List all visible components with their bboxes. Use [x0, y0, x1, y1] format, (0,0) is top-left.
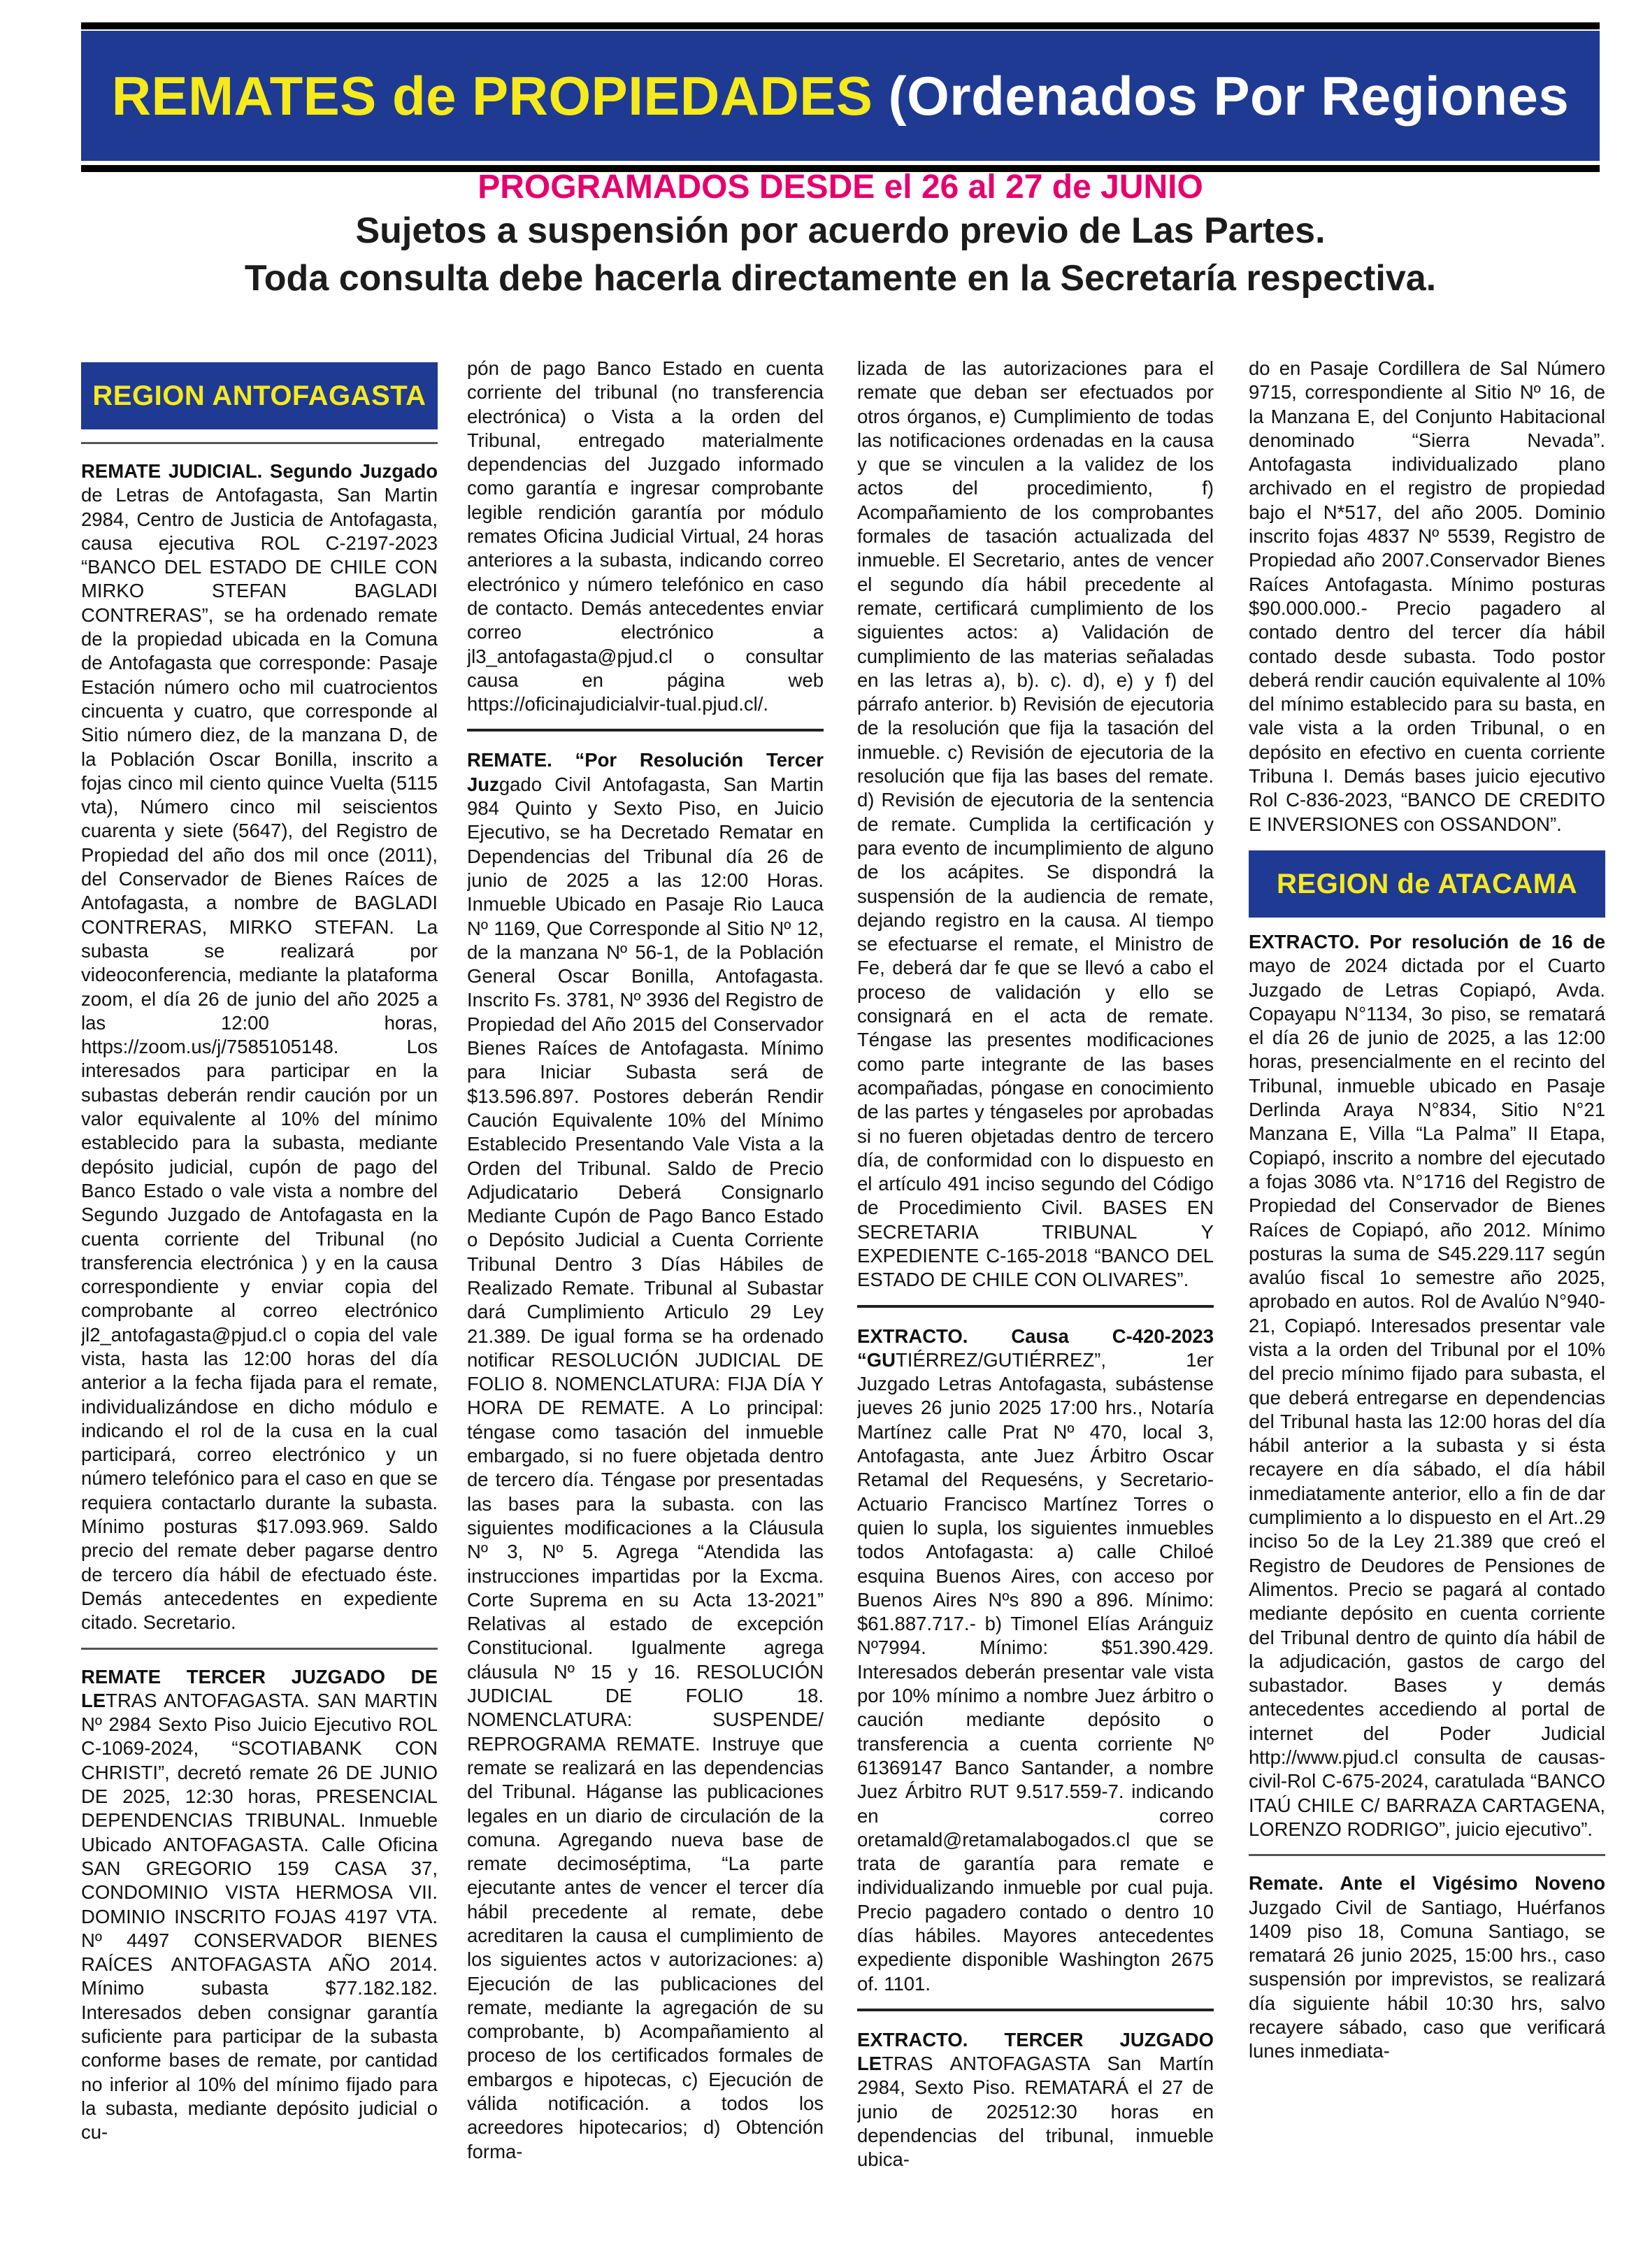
notice-extracto-tercer-juzgado — [857, 2028, 1214, 2172]
notice-extracto-copiapo — [1249, 930, 1605, 1841]
notice-remate-tercer-juzgado — [81, 1665, 438, 2145]
divider — [81, 1648, 438, 1650]
notice-body: de Letras de Antofagasta, San Martin 2984, Centro de Justicia de Antofagasta, causa ejecutiva ROL C-2197-2023 “BANCO DEL ESTADO DE CHILE CON MIRKO STEFAN BAGLADI CONTRERAS”, se ha ordenado remate de la propiedad ubicada en la Comuna de Antofagasta que corresponde: Pasaje Estación número ocho mil cuatrocientos cincuenta y cuatro, que corresponde al Sitio número diez, de la manzana D, de la Población Oscar Bonilla, inscrito a fojas cinco mil ciento quince Vuelta (5115 vta), Número cinco mil seiscientos cuarenta y siete (5647), del Registro de Propiedad del año dos mil once (2011), del Conservador de Bienes Raíces de Antofagasta, a nombre de BAGLADI CONTRERAS, MIRKO STEFAN. La subasta se realizará por videoconferencia, mediante la plataforma zoom, el día 26 de junio del año 2025 a las 12:00 horas, https://zoom.us/j/7585105148. Los interesados para participar en la subastas deberán rendir caución por un valor equivalente al 10% del mínimo establecido para la subasta, mediante depósito judicial, cupón de pago del Banco Estado o vale vista a nombre del Segundo Juzgado de Antofagasta en la cuenta corriente del Tribunal (no transferencia electrónica ) y en la causa correspondiente y enviar copia del comprobante al correo electrónico jl2_antofagasta@pjud.cl o copia del vale vista, hasta las 12:00 horas del día anterior a la fecha fijada para el remate, individualizándose en dicho módulo e indicando el rol de la cusa en la cual participará, correo electrónico y un número telefónico para el caso en que se requiera contactarlo durante la subasta. Mínimo posturas $17.093.969. Saldo precio del remate deber pagarse dentro de tercero día hábil de efectuado éste. Demás antecedentes en expediente citado. Secretario. — [81, 484, 438, 1634]
notice-lead: Remate. Ante el Vigésimo Noveno — [1249, 1872, 1605, 1895]
column-1 — [81, 357, 438, 2245]
banner-title — [112, 64, 1570, 128]
subtitle-suspension: Sujetos a suspensión por acuerdo previo de Las Partes. — [355, 211, 1326, 251]
notice-lead: EXTRACTO. Causa C-420-2023 “GU — [857, 1325, 1214, 1371]
programados-heading: PROGRAMADOS DESDE el 26 al 27 de JUNIO — [478, 169, 1203, 206]
region-atacama-box — [1249, 850, 1605, 918]
divider — [467, 729, 824, 732]
column-2 — [467, 357, 824, 2245]
notice-body: gado Civil Antofagasta, San Martin 984 Quinto y Sexto Piso, en Juicio Ejecutivo, se ha Decretado Rematar en Dependencias del Tribunal día 26 de junio de 2025 a las 12:00 Horas. Inmueble Ubicado en Pasaje Rio Lauca Nº 1169, Que Corresponde al Sitio Nº 12, de la manzana Nº 56-1, de la Población General Oscar Bonilla, Antofagasta. Inscrito Fs. 3781, Nº 3936 del Registro de Propiedad del Año 2015 del Conservador Bienes Raíces de Antofagasta. Mínimo para Iniciar Subasta será de $13.596.897. Postores deberán Rendir Caución Equivalente 10% del Mínimo Establecido Presentando Vale Vista a la Orden del Tribunal. Saldo de Precio Adjudicatario Deberá Consignarlo Mediante Cupón de Pago Banco Estado o Depósito Judicial a Cuenta Corriente Tribunal Dentro 3 Días Hábiles de Realizado Remate. Tribunal al Subastar dará Cumplimiento Articulo 29 Ley 21.389. De igual forma se ha ordenado notificar RESOLUCIÓN JUDICIAL DE FOLIO 8. NOMENCLATURA: FIJA DÍA Y HORA DE REMATE. A Lo principal: téngase como tasación del inmueble embargado, si no fuere objetada dentro de tercero día. Téngase por presentadas las bases para la subasta. con las siguientes modificaciones a la Cláusula Nº 3, Nº 5. Agrega “Atendida las instrucciones impartidas por la Excma. Corte Suprema en su Acta 13-2021” Relativas al estado de excepción Constitucional. Igualmente agrega cláusula Nº 15 y 16. RESOLUCIÓN JUDICIAL DE FOLIO 18. NOMENCLATURA: SUSPENDE/ REPROGRAMA REMATE. Instruye que remate se realizará en las dependencias del Tribunal. Háganse las publicaciones legales en un diario de circulación de la comuna. Agregando nueva base de remate decimoséptima, “La parte ejecutante antes de vencer el tercer día hábil precedente al remate, debe acreditaren la causa el cumplimiento de los siguientes actos v autorizaciones: a) Ejecución de las publicaciones del remate, mediante la agregación de su comprobante, b) Acompañamiento al proceso de los certificados formales de embargos e hipotecas, c) Ejecución de válida notificación. a todos los acreedores hipotecarios; d) Obtención forma- — [467, 773, 824, 2162]
divider — [1249, 1854, 1605, 1856]
subtitle-consulta: Toda consulta debe hacerla directamente en la Secretaría respectiva. — [244, 258, 1437, 299]
divider — [857, 1305, 1214, 1308]
notice-lead: REMATE TERCER JUZGADO DE LE — [81, 1665, 438, 1711]
notice-lead: REMATE. “Por Resolución Tercer Juz — [467, 749, 824, 795]
notice-continuation: do en Pasaje Cordillera de Sal Número 9715, correspondiente al Sitio Nº 16, de la Manzana E, del Conjunto Habitacional denominado “Sierra Nevada”. Antofagasta individualizado plano archivado en el registro de propiedad bajo el N*517, del año 2005. Dominio inscrito fojas 4837 Nº 5539, Registro de Propiedad año 2007.Conservador Bienes Raíces Antofagasta. Mínimo posturas $90.000.000.- Precio pagadero al contado dentro del tercer día hábil contado desde subasta. Todo postor deberá rendir caución equivalente al 10% del mínimo establecido para su basta, en vale vista a la orden Tribunal, o en depósito en efectivo en cuenta corriente Tribuna I. Demás bases juicio ejecutivo Rol C-836-2023, “BANCO DE CREDITO E INVERSIONES con OSSANDON”. — [1249, 357, 1605, 835]
divider — [857, 2009, 1214, 2011]
notice-body: mayo de 2024 dictada por el Cuarto Juzgado de Letras Copiapó, Avda. Copayapu N°1134, 3o piso, se rematará el día 26 de junio de 2025, a las 12:00 horas, presencialmente en el recinto del Tribunal, inmueble ubicado en Pasaje Derlinda Araya N°834, Sitio N°21 Manzana E, Villa “La Palma” II Etapa, Copiapó, inscrito a nombre del ejecutado a fojas 3086 vta. N°1716 del Registro de Propiedad del Conservador de Bienes Raíces de Copiapó, año 2012. Mínimo posturas la suma de S45.229.117 según avalúo fiscal 1o semestre año 2025, aprobado en autos. Rol de Avalúo N°940-21, Copiapó. Interesados presentar vale vista a la orden del Tribunal por el 10% del precio mínimo fijado para subasta, el que deberá entregarse en dependencias del Tribunal hasta las 12:00 horas del día hábil anterior a la subasta y si ésta recayere en día sábado, el día hábil inmediatamente anterior, ello a fin de dar cumplimiento a lo dispuesto en el Art..29 inciso 5o de la Ley 21.389 que creó el Registro de Deudores de Pensiones de Alimentos. Precio se pagará al contado mediante depósito en cuenta corriente del Tribunal dentro de quinto día hábil de la adjudicación, gastos de cargo del subastador. Bases y demás antecedentes accediendo al portal de internet del Poder Judicial http://www.pjud.cl consulta de causas-civil-Rol C-675-2024, caratulada “BANCO ITAÚ CHILE C/ BARRAZA CARTAGENA, LORENZO RODRIGO”, juicio ejecutivo”. — [1249, 955, 1605, 1840]
notice-lead: REMATE JUDICIAL. Segundo Juzgado — [81, 460, 438, 482]
notice-remate-santiago — [1249, 1871, 1605, 2063]
banner-title-sub: (Ordenados Por Regiones — [888, 64, 1570, 127]
notice-body: Juzgado Civil de Santiago, Huérfanos 1409 piso 18, Comuna Santiago, se rematará 26 junio 2025, 15:00 hrs., caso suspensión por imprevistos, se realizará día siguiente hábil 10:30 hrs, salvo recayere sábado, caso que verificará lunes inmediata- — [1249, 1896, 1605, 2062]
notice-remate-resolucion — [467, 748, 824, 2164]
notice-body: TRAS ANTOFAGASTA San Martín 2984, Sexto Piso. REMATARÁ el 27 de junio de 202512:30 horas en dependencias del tribunal, inmueble ubica- — [857, 2053, 1214, 2171]
notice-extracto-causa — [857, 1325, 1214, 1996]
region-atacama-title: REGION de ATACAMA — [1277, 868, 1577, 899]
banner-top-rule — [81, 22, 1600, 29]
notice-lead: EXTRACTO. Por resolución de 16 de — [1249, 930, 1605, 953]
column-3 — [857, 357, 1214, 2245]
divider — [81, 442, 438, 444]
notice-body: TIÉRREZ/GUTIÉRREZ”, 1er Juzgado Letras Antofagasta, subástense jueves 26 junio 2025 17:00 hrs., Notaría Martínez calle Prat Nº 470, local 3, Antofagasta, ante Juez Árbitro Oscar Retamal del Requeséns, y Secretario-Actuario Francisco Martínez Torres o quien lo supla, los siguientes inmuebles todos Antofagasta: a) calle Chiloé esquina Buenos Aires, con acceso por Buenos Aires Nºs 890 a 896. Mínimo: $61.887.717.- b) Timonel Elías Aránguiz Nº7994. Mínimo: $51.390.429. Interesados deberán presentar vale vista por 10% mínimo a nombre Juez árbitro o caución mediante depósito o transferencia a cuenta corriente Nº 61369147 Banco Santander, a nombre Juez Árbitro RUT 9.517.559-7. indicando en correo oretamald@retamalabogados.cl que se trata de garantía para remate e individualizando inmueble por cual puja. Precio pagadero contado o dentro 10 días hábiles. Mayores antecedentes expediente disponible Washington 2675 of. 1101. — [857, 1348, 1214, 1995]
notice-lead: EXTRACTO. TERCER JUZGADO LE — [857, 2028, 1214, 2075]
notice-continuation: pón de pago Banco Estado en cuenta corriente del tribunal (no transferencia electrónica) o Vista a la orden del Tribunal, entregado materialmente dependencias del Juzgado informado como garantía e ingresar comprobante legible rendición garantía por módulo remates Oficina Judicial Virtual, 24 horas anteriores a la subasta, indicando correo electrónico y número telefónico en caso de contacto. Demás antecedentes enviar correo electrónico a jl3_antofagasta@pjud.cl o consultar causa en página web https://oficinajudicialvir-tual.pjud.cl/. — [467, 357, 824, 715]
region-antofagasta-box — [81, 362, 438, 429]
banner-title-main: REMATES de PROPIEDADES — [111, 64, 873, 127]
notice-remate-judicial — [81, 459, 438, 1635]
notice-continuation: lizada de las autorizaciones para el remate que deban ser efectuados por otros órganos, e) Cumplimiento de todas las notificaciones ordenadas en la causa y que se vinculen a la validez de los actos del procedimiento, f) Acompañamiento de los comprobantes formales de tasación actualizada del inmueble. El Secretario, antes de vencer el segundo día hábil precedente al remate, certificará cumplimiento de los siguientes actos: a) Validación de cumplimiento de las materias señaladas en las letras a), b). c). d), e) y f) del párrafo anterior. b) Revisión de ejecutoria de la resolución que fija la tasación del inmueble. c) Revisión de ejecutoria de la resolución que fija las bases del remate. d) Revisión de ejecutoria de la sentencia de remate. Cumplida la certificación y para evento de incumplimiento de alguno de los acápites. Se dispondrá la suspensión de la audiencia de remate, dejando registro en la causa. Al tiempo se efectuarse el remate, el Ministro de Fe, deberá dar fe que se llevó a cabo el proceso de validación y ello se consignará en el acta de remate. Téngase las presentes modificaciones como parte integrante de las bases acompañadas, póngase en conocimiento de las partes y téngaseles por aprobadas si no fueren objetadas dentro de tercero día, de conformidad con lo dispuesto en el artículo 491 inciso segundo del Código de Procedimiento Civil. BASES EN SECRETARIA TRIBUNAL Y EXPEDIENTE C-165-2018 “BANCO DEL ESTADO DE CHILE CON OLIVARES”. — [857, 357, 1214, 1291]
page-banner — [81, 31, 1600, 161]
region-antofagasta-title: REGION ANTOFAGASTA — [92, 380, 426, 411]
notice-body: TRAS ANTOFAGASTA. SAN MARTIN Nº 2984 Sexto Piso Juicio Ejecutivo ROL C-1069-2024, “SCOTIABANK CON CHRISTI”, decretó remate 26 DE JUNIO DE 2025, 12:30 horas, PRESENCIAL DEPENDENCIAS TRIBUNAL. Inmueble Ubicado ANTOFAGASTA. Calle Oficina SAN GREGORIO 159 CASA 37, CONDOMINIO VISTA HERMOSA VII. DOMINIO INSCRITO FOJAS 4197 VTA. Nº 4497 CONSERVADOR BIENES RAÍCES ANTOFAGASTA AÑO 2014. Mínimo subasta $77.182.182. Interesados deben consignar garantía suficiente para participar de la subasta conforme bases de remate, por cantidad no inferior al 10% del mínimo fijado para la subasta, mediante depósito judicial o cu- — [81, 1689, 438, 2144]
column-4 — [1249, 357, 1605, 2245]
